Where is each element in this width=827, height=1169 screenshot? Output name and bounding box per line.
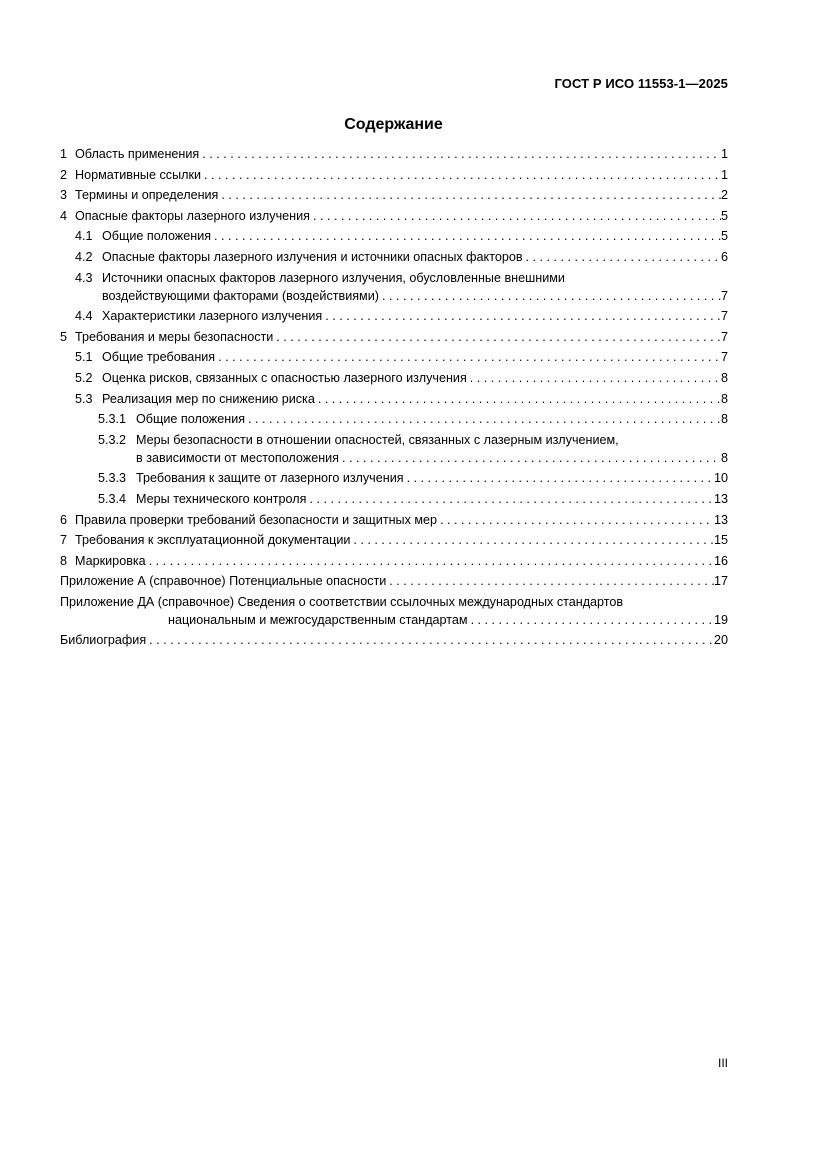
document-standard-id: ГОСТ Р ИСО 11553-1—2025 [554, 76, 728, 91]
toc-entry-title: Приложение А (справочное) Потенциальные опасности [60, 574, 387, 589]
toc-entry-page: 15 [713, 533, 728, 548]
toc-entry-title: Оценка рисков, связанных с опасностью лазерного излучения [102, 370, 467, 385]
toc-entry-title: Требования к защите от лазерного излучения [136, 471, 404, 486]
toc-entry-title: Меры безопасности в отношении опасностей, связанных с лазерным излучением, [136, 432, 619, 447]
toc-leader-dots [248, 410, 721, 428]
toc-entry-title: в зависимости от местоположения [136, 450, 340, 465]
toc-entry-title: Правила проверки требований безопасности и защитных мер [75, 512, 438, 527]
toc-entry-title: Нормативные ссылки [75, 167, 202, 182]
toc-entry-title: Маркировка [75, 553, 146, 568]
toc-entry-number: 8 [60, 553, 68, 568]
toc-entry-number: 5.3 [75, 391, 93, 406]
toc-entry-title: Опасные факторы лазерного излучения [75, 208, 310, 223]
toc-entry-number: 4 [60, 208, 68, 223]
toc-entry-page: 7 [720, 329, 728, 344]
toc-entry-page: 13 [713, 491, 728, 506]
toc-entry-page: 16 [713, 553, 728, 568]
toc-entry[interactable] [60, 166, 728, 184]
toc-entry[interactable] [60, 552, 728, 570]
toc-entry[interactable] [60, 145, 728, 163]
toc-leader-dots [353, 531, 714, 549]
toc-entry-title: Опасные факторы лазерного излучения и источники опасных факторов [102, 249, 523, 264]
toc-entry-indent [75, 287, 102, 305]
toc-entry-title: Требования и меры безопасности [75, 329, 274, 344]
toc-entry-indent [98, 449, 136, 467]
toc-entry-title: Библиография [60, 633, 147, 648]
toc-leader-dots [313, 207, 721, 225]
toc-leader-dots [470, 369, 721, 387]
toc-entry-number: 5.3.2 [98, 432, 127, 447]
toc-entry-title: Общие требования [102, 350, 216, 365]
toc-leader-dots [309, 490, 714, 508]
toc-leader-dots [221, 186, 721, 204]
toc-leader-dots [218, 348, 721, 366]
toc-entry-page: 8 [720, 391, 728, 406]
toc-entry-title: Приложение ДА (справочное) Сведения о соответствии ссылочных международных стандартов [60, 594, 624, 609]
toc-entry-number: 4.1 [75, 229, 93, 244]
toc-leader-dots [407, 469, 714, 487]
toc-leader-dots [276, 328, 721, 346]
toc-entry[interactable] [60, 227, 728, 245]
toc-entry[interactable] [60, 307, 728, 325]
toc-entry-number: 5.3.1 [98, 412, 127, 427]
toc-entry-page: 6 [720, 249, 728, 264]
toc-entry[interactable] [60, 248, 728, 266]
toc-entry[interactable] [60, 390, 728, 408]
toc-entry-number: 2 [60, 167, 68, 182]
toc-entry-page: 8 [720, 450, 728, 465]
toc-title: Содержание [344, 116, 443, 133]
toc-entry-page: 10 [713, 471, 728, 486]
toc-entry[interactable] [60, 369, 728, 387]
toc-leader-dots [342, 449, 721, 467]
toc-entry-title: Требования к эксплуатационной документации [75, 533, 351, 548]
toc-entry-page: 7 [720, 350, 728, 365]
toc-entry-title: Общие положения [102, 229, 212, 244]
toc-entry-page: 8 [720, 412, 728, 427]
toc-entry-number: 1 [60, 147, 68, 161]
toc-entry-page: 20 [713, 633, 728, 648]
toc-entry-page: 7 [720, 309, 728, 324]
toc-entry-title: Реализация мер по снижению риска [102, 391, 315, 406]
toc-leader-dots [149, 552, 714, 570]
toc-entry-indent [60, 611, 168, 629]
toc-leader-dots [202, 145, 721, 163]
toc-entry-page: 2 [720, 188, 728, 203]
toc-entry-number: 4.3 [75, 270, 93, 285]
toc-leader-dots [389, 572, 714, 590]
toc-entry-title: Меры технического контроля [136, 491, 307, 506]
toc-entry-title: Термины и определения [75, 188, 219, 203]
toc-entry-page: 5 [720, 208, 728, 223]
toc-entry[interactable] [60, 410, 728, 428]
toc-entry-number: 4.4 [75, 309, 93, 324]
toc-entry-page: 1 [720, 147, 728, 161]
toc-leader-dots [440, 511, 714, 529]
toc-entry[interactable] [60, 269, 728, 305]
toc-entry[interactable] [60, 348, 728, 366]
table-of-contents [60, 145, 728, 652]
toc-entry-page: 5 [720, 229, 728, 244]
toc-entry-title: Область применения [75, 147, 200, 161]
toc-entry-number: 5.3.3 [98, 471, 127, 486]
toc-entry[interactable] [60, 469, 728, 487]
toc-entry-title: воздействующими факторами (воздействиями) [102, 288, 379, 303]
toc-entry-annex[interactable] [60, 593, 728, 629]
toc-leader-dots [382, 287, 721, 305]
toc-entry-title: национальным и межгосударственным стандартам [168, 612, 468, 627]
toc-leader-dots [526, 248, 721, 266]
toc-entry-annex[interactable] [60, 631, 728, 649]
toc-entry[interactable] [60, 531, 728, 549]
toc-entry[interactable] [60, 490, 728, 508]
toc-entry[interactable] [60, 328, 728, 346]
toc-entry-number: 4.2 [75, 249, 93, 264]
toc-entry[interactable] [60, 431, 728, 467]
toc-entry-number: 7 [60, 533, 68, 548]
toc-entry-title: Характеристики лазерного излучения [102, 309, 323, 324]
toc-leader-dots [204, 166, 721, 184]
toc-entry-annex[interactable] [60, 572, 728, 590]
toc-entry-page: 1 [720, 167, 728, 182]
toc-leader-dots [214, 227, 721, 245]
toc-entry-number: 5 [60, 329, 68, 344]
toc-entry-page: 17 [713, 574, 728, 589]
toc-entry-title: Источники опасных факторов лазерного излучения, обусловленные внешними [102, 270, 565, 285]
toc-entry[interactable] [60, 186, 728, 204]
toc-entry-number: 6 [60, 512, 68, 527]
toc-entry-title: Общие положения [136, 412, 246, 427]
toc-entry-page: 19 [713, 612, 728, 627]
toc-entry[interactable] [60, 511, 728, 529]
toc-entry-number: 5.3.4 [98, 491, 127, 506]
toc-leader-dots [471, 611, 714, 629]
toc-leader-dots [318, 390, 721, 408]
page-number: III [717, 1056, 728, 1070]
toc-entry-number: 5.2 [75, 370, 93, 385]
toc-entry-number: 3 [60, 188, 68, 203]
toc-entry[interactable] [60, 207, 728, 225]
toc-entry-page: 13 [713, 512, 728, 527]
toc-entry-page: 7 [720, 288, 728, 303]
toc-leader-dots [149, 631, 714, 649]
toc-leader-dots [325, 307, 721, 325]
toc-entry-number: 5.1 [75, 350, 93, 365]
toc-entry-page: 8 [720, 370, 728, 385]
